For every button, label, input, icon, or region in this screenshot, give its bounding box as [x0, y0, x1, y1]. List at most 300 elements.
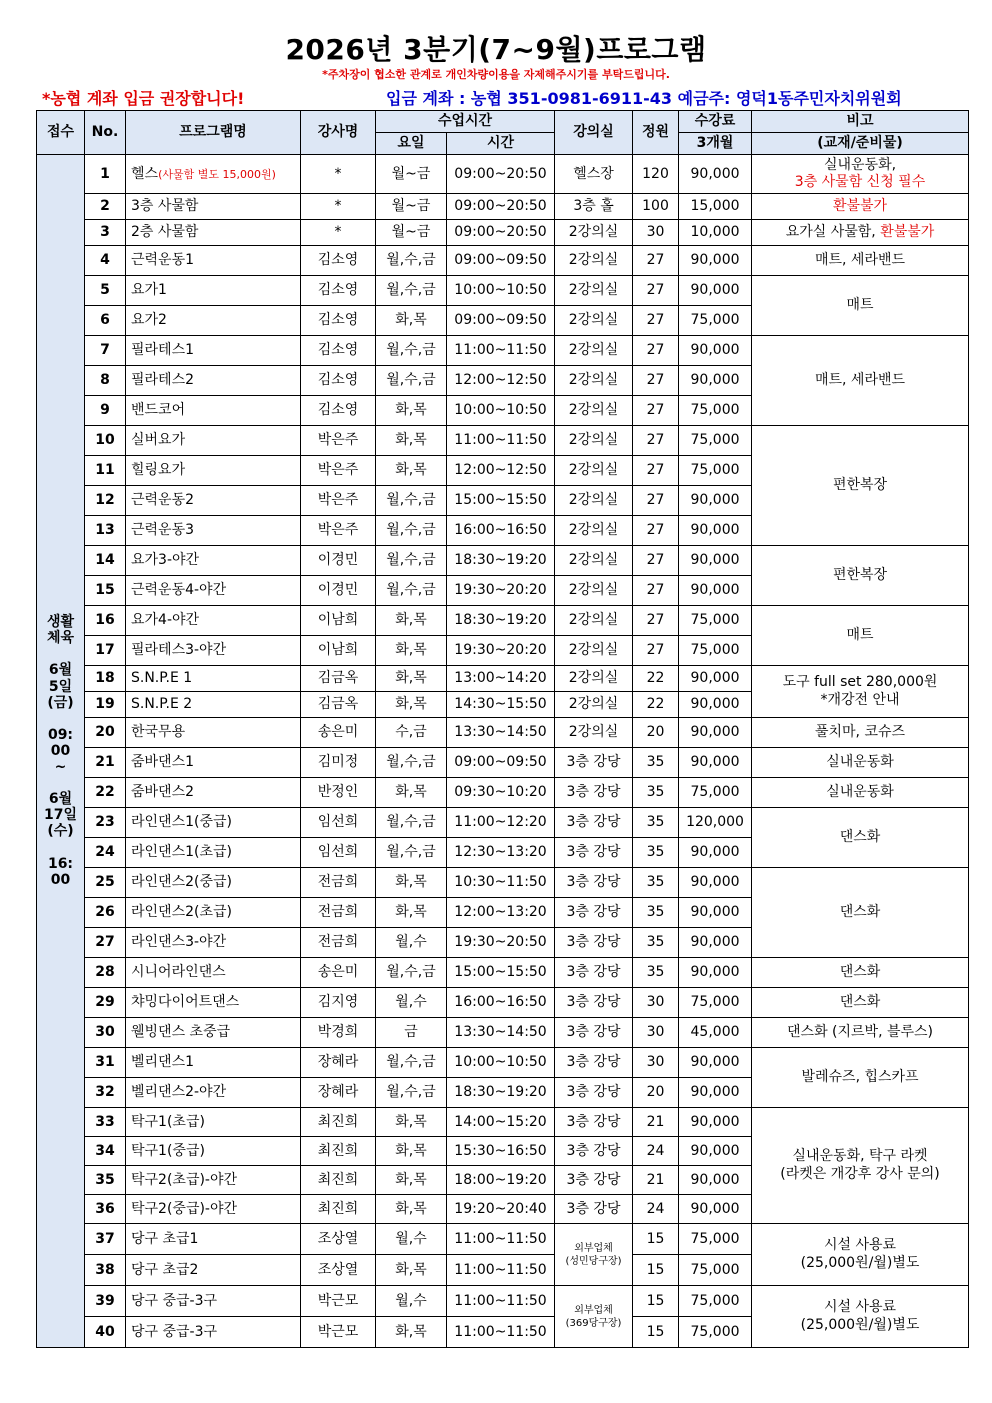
- bank-account-info: 입금 계좌 : 농협 351-0981-6911-43 예금주: 영덕1동주민자치위원회: [386, 89, 902, 108]
- cell-no: 14: [85, 546, 126, 576]
- header-class-time: 수업시간: [376, 111, 555, 133]
- cell-day: 화,목: [376, 1108, 447, 1137]
- cell-room: 2강의실: [555, 276, 633, 306]
- cell-no: 4: [85, 246, 126, 276]
- header-day: 요일: [376, 133, 447, 155]
- cell-capacity: 27: [633, 636, 679, 666]
- cell-instructor: 김금옥: [301, 692, 376, 718]
- cell-program: 줌바댄스1: [126, 748, 301, 778]
- cell-program: 당구 중급-3구: [126, 1317, 301, 1348]
- cell-time: 14:30~15:50: [447, 692, 555, 718]
- cell-program: 탁구2(중급)-야간: [126, 1195, 301, 1224]
- cell-fee: 75,000: [679, 1317, 752, 1348]
- registration-line: 체육: [46, 630, 75, 647]
- cell-program: 근력운동1: [126, 246, 301, 276]
- remark-text: 실내운동화: [826, 783, 894, 800]
- cell-program: 라인댄스1(중급): [126, 808, 301, 838]
- cell-remarks: [752, 426, 969, 546]
- cell-remarks: [752, 778, 969, 808]
- cell-no: 19: [85, 692, 126, 718]
- cell-capacity: 27: [633, 276, 679, 306]
- cell-program: 필라테스2: [126, 366, 301, 396]
- cell-instructor: 장혜라: [301, 1048, 376, 1078]
- cell-fee: 90,000: [679, 155, 752, 194]
- header-program: 프로그램명: [126, 111, 301, 155]
- cell-no: 2: [85, 194, 126, 220]
- cell-time: 19:30~20:50: [447, 928, 555, 958]
- remark-text: 요가실 사물함,: [785, 223, 881, 240]
- cell-day: 월,수,금: [376, 576, 447, 606]
- cell-capacity: 22: [633, 692, 679, 718]
- registration-line: (수): [47, 823, 74, 840]
- cell-fee: 75,000: [679, 1286, 752, 1317]
- cell-program: 한국무용: [126, 718, 301, 748]
- table-row: [37, 748, 969, 778]
- cell-day: 화,목: [376, 426, 447, 456]
- cell-no: 29: [85, 988, 126, 1018]
- cell-program: 웰빙댄스 초중급: [126, 1018, 301, 1048]
- cell-day: 월,수,금: [376, 748, 447, 778]
- cell-room: 3층 강당: [555, 1078, 633, 1108]
- cell-day: 화,목: [376, 898, 447, 928]
- cell-fee: 90,000: [679, 246, 752, 276]
- cell-day: 월~금: [376, 220, 447, 246]
- registration-line: 17일: [43, 807, 77, 824]
- cell-fee: 90,000: [679, 868, 752, 898]
- cell-room: 2강의실: [555, 456, 633, 486]
- cell-instructor: 조상열: [301, 1255, 376, 1286]
- cell-remarks: [752, 1018, 969, 1048]
- cell-capacity: 35: [633, 808, 679, 838]
- cell-instructor: 이남희: [301, 606, 376, 636]
- cell-time: 09:00~20:50: [447, 220, 555, 246]
- cell-room: [555, 1224, 633, 1286]
- cell-fee: 90,000: [679, 546, 752, 576]
- cell-day: 화,목: [376, 868, 447, 898]
- cell-room: 3층 강당: [555, 1048, 633, 1078]
- cell-instructor: 송은미: [301, 718, 376, 748]
- cell-instructor: 최진희: [301, 1195, 376, 1224]
- cell-time: 11:00~11:50: [447, 1224, 555, 1255]
- cell-program: 근력운동2: [126, 486, 301, 516]
- cell-capacity: 15: [633, 1224, 679, 1255]
- cell-day: 화,목: [376, 396, 447, 426]
- cell-capacity: 27: [633, 486, 679, 516]
- cell-program: 밴드코어: [126, 396, 301, 426]
- cell-room: 2강의실: [555, 246, 633, 276]
- table-row: [37, 666, 969, 692]
- cell-remarks: [752, 194, 969, 220]
- table-row: [37, 194, 969, 220]
- cell-day: 월,수,금: [376, 366, 447, 396]
- page-title: 2026년 3분기(7~9월)프로그램: [285, 33, 707, 66]
- header-remarks-sub: (교재/준비물): [752, 133, 969, 155]
- cell-fee: 75,000: [679, 396, 752, 426]
- cell-day: 월,수,금: [376, 336, 447, 366]
- cell-day: 화,목: [376, 666, 447, 692]
- bank-recommend-notice: *농협 계좌 입금 권장합니다!: [42, 89, 245, 108]
- table-row: [37, 1018, 969, 1048]
- cell-room: 2강의실: [555, 606, 633, 636]
- cell-room: 2강의실: [555, 336, 633, 366]
- cell-time: 12:00~12:50: [447, 366, 555, 396]
- cell-instructor: 임선희: [301, 838, 376, 868]
- cell-instructor: 전금희: [301, 928, 376, 958]
- cell-day: 화,목: [376, 1195, 447, 1224]
- cell-day: 화,목: [376, 1166, 447, 1195]
- cell-capacity: 21: [633, 1108, 679, 1137]
- cell-no: 11: [85, 456, 126, 486]
- cell-capacity: 35: [633, 778, 679, 808]
- cell-room: 3층 강당: [555, 1166, 633, 1195]
- cell-instructor: 임선희: [301, 808, 376, 838]
- cell-day: 월,수,금: [376, 1078, 447, 1108]
- cell-instructor: 박근모: [301, 1317, 376, 1348]
- cell-capacity: 35: [633, 838, 679, 868]
- registration-line: 6월: [48, 791, 73, 808]
- cell-fee: 90,000: [679, 1078, 752, 1108]
- cell-time: 14:00~15:20: [447, 1108, 555, 1137]
- cell-capacity: 35: [633, 928, 679, 958]
- registration-line: 16:: [47, 855, 74, 872]
- cell-instructor: 박은주: [301, 486, 376, 516]
- cell-no: 31: [85, 1048, 126, 1078]
- cell-remarks: [752, 958, 969, 988]
- cell-capacity: 15: [633, 1255, 679, 1286]
- remark-text: 편한복장: [832, 476, 888, 493]
- cell-capacity: 22: [633, 666, 679, 692]
- cell-no: 40: [85, 1317, 126, 1348]
- cell-time: 10:00~10:50: [447, 276, 555, 306]
- cell-instructor: 이경민: [301, 546, 376, 576]
- cell-remarks: [752, 606, 969, 666]
- cell-no: 7: [85, 336, 126, 366]
- cell-capacity: 20: [633, 718, 679, 748]
- room-line: (369당구장): [565, 1317, 622, 1329]
- cell-room: 2강의실: [555, 306, 633, 336]
- registration-line: 00: [50, 871, 71, 888]
- cell-room: 2강의실: [555, 486, 633, 516]
- remark-line: 실내운동화,: [823, 156, 897, 173]
- cell-fee: 75,000: [679, 426, 752, 456]
- cell-capacity: 35: [633, 898, 679, 928]
- cell-time: 16:00~16:50: [447, 516, 555, 546]
- cell-program: 요가1: [126, 276, 301, 306]
- cell-no: 38: [85, 1255, 126, 1286]
- cell-capacity: 35: [633, 958, 679, 988]
- cell-day: 화,목: [376, 1137, 447, 1166]
- cell-no: 9: [85, 396, 126, 426]
- cell-fee: 90,000: [679, 1137, 752, 1166]
- cell-day: 월,수,금: [376, 808, 447, 838]
- cell-instructor: 최진희: [301, 1166, 376, 1195]
- table-row: [37, 1108, 969, 1137]
- cell-fee: 15,000: [679, 194, 752, 220]
- cell-day: 화,목: [376, 1317, 447, 1348]
- table-row: [37, 155, 969, 194]
- cell-program: 힐링요가: [126, 456, 301, 486]
- cell-fee: 75,000: [679, 636, 752, 666]
- cell-program: 요가3-야간: [126, 546, 301, 576]
- cell-instructor: 김지영: [301, 988, 376, 1018]
- cell-capacity: 27: [633, 456, 679, 486]
- cell-no: 15: [85, 576, 126, 606]
- cell-instructor: 반정인: [301, 778, 376, 808]
- cell-time: 11:00~11:50: [447, 1255, 555, 1286]
- cell-instructor: 박은주: [301, 516, 376, 546]
- header-capacity: 정원: [633, 111, 679, 155]
- registration-line: 생활: [46, 614, 75, 631]
- cell-time: 11:00~11:50: [447, 1286, 555, 1317]
- cell-day: 월,수,금: [376, 1048, 447, 1078]
- cell-room: 2강의실: [555, 718, 633, 748]
- cell-time: 13:00~14:20: [447, 666, 555, 692]
- registration-line: 09:: [47, 726, 74, 743]
- remark-text: 매트: [846, 626, 874, 643]
- cell-program: 챠밍다이어트댄스: [126, 988, 301, 1018]
- remark-text: 편한복장: [832, 566, 888, 583]
- cell-no: 21: [85, 748, 126, 778]
- cell-instructor: 조상열: [301, 1224, 376, 1255]
- cell-program: 탁구1(초급): [126, 1108, 301, 1137]
- remark-text: 매트, 세라밴드: [814, 371, 906, 388]
- cell-instructor: *: [301, 155, 376, 194]
- cell-time: 09:00~09:50: [447, 246, 555, 276]
- remark-text: 댄스화: [839, 993, 881, 1010]
- cell-capacity: 15: [633, 1286, 679, 1317]
- table-row: [37, 778, 969, 808]
- cell-instructor: 박은주: [301, 426, 376, 456]
- cell-room: 3층 강당: [555, 838, 633, 868]
- cell-program: 라인댄스2(중급): [126, 868, 301, 898]
- cell-room: 3층 강당: [555, 1137, 633, 1166]
- registration-line: 00: [50, 742, 71, 759]
- cell-remarks: [752, 666, 969, 718]
- cell-room: 2강의실: [555, 366, 633, 396]
- cell-fee: 75,000: [679, 1255, 752, 1286]
- cell-time: 11:00~12:20: [447, 808, 555, 838]
- cell-program: 줌바댄스2: [126, 778, 301, 808]
- remark-line: 시설 사용료: [823, 1299, 897, 1315]
- remark-text: 매트, 세라밴드: [814, 251, 906, 268]
- cell-no: 5: [85, 276, 126, 306]
- cell-room: 3층 강당: [555, 1108, 633, 1137]
- cell-capacity: 20: [633, 1078, 679, 1108]
- cell-program: [126, 155, 301, 194]
- table-row: [37, 276, 969, 306]
- table-row: [37, 958, 969, 988]
- remark-text: 환불불가: [832, 197, 888, 214]
- cell-capacity: 21: [633, 1166, 679, 1195]
- cell-no: 24: [85, 838, 126, 868]
- cell-fee: 45,000: [679, 1018, 752, 1048]
- cell-instructor: 김소영: [301, 366, 376, 396]
- cell-program: 당구 초급1: [126, 1224, 301, 1255]
- cell-instructor: 김소영: [301, 396, 376, 426]
- cell-day: 월,수,금: [376, 486, 447, 516]
- cell-capacity: 35: [633, 748, 679, 778]
- remark-line: 도구 full set 280,000원: [782, 674, 938, 690]
- cell-program: 당구 초급2: [126, 1255, 301, 1286]
- cell-program: 2층 사물함: [126, 220, 301, 246]
- cell-no: 20: [85, 718, 126, 748]
- cell-time: 11:00~11:50: [447, 1317, 555, 1348]
- remark-line: (라켓은 개강후 강사 문의): [780, 1165, 940, 1182]
- cell-day: 월,수: [376, 1224, 447, 1255]
- cell-time: 11:00~11:50: [447, 336, 555, 366]
- room-line: 외부업체: [574, 1304, 613, 1316]
- cell-instructor: 전금희: [301, 898, 376, 928]
- cell-program: 라인댄스1(초급): [126, 838, 301, 868]
- cell-no: 26: [85, 898, 126, 928]
- cell-remarks: [752, 988, 969, 1018]
- cell-capacity: 30: [633, 988, 679, 1018]
- cell-program: 요가2: [126, 306, 301, 336]
- cell-room: 2강의실: [555, 546, 633, 576]
- cell-instructor: 박경희: [301, 1018, 376, 1048]
- cell-fee: 75,000: [679, 778, 752, 808]
- cell-fee: 90,000: [679, 666, 752, 692]
- cell-day: 금: [376, 1018, 447, 1048]
- cell-fee: 90,000: [679, 748, 752, 778]
- cell-room: 2강의실: [555, 220, 633, 246]
- cell-day: 화,목: [376, 1255, 447, 1286]
- cell-time: 10:30~11:50: [447, 868, 555, 898]
- cell-fee: 90,000: [679, 366, 752, 396]
- cell-room: 3층 강당: [555, 898, 633, 928]
- cell-day: 화,목: [376, 692, 447, 718]
- cell-room: 2강의실: [555, 692, 633, 718]
- cell-time: 11:00~11:50: [447, 426, 555, 456]
- cell-program: S.N.P.E 2: [126, 692, 301, 718]
- table-row: [37, 1286, 969, 1317]
- cell-remarks: [752, 1224, 969, 1286]
- cell-no: 13: [85, 516, 126, 546]
- cell-program: 필라테스1: [126, 336, 301, 366]
- cell-instructor: *: [301, 220, 376, 246]
- header-time: 시간: [447, 133, 555, 155]
- cell-instructor: 김미정: [301, 748, 376, 778]
- table-row: [37, 1048, 969, 1078]
- cell-program: 3층 사물함: [126, 194, 301, 220]
- cell-fee: 90,000: [679, 486, 752, 516]
- cell-capacity: 30: [633, 1018, 679, 1048]
- cell-day: 수,금: [376, 718, 447, 748]
- cell-instructor: 김소영: [301, 336, 376, 366]
- cell-remarks: [752, 718, 969, 748]
- remark-text: 환불불가: [880, 223, 935, 240]
- cell-time: 19:30~20:20: [447, 576, 555, 606]
- cell-no: 36: [85, 1195, 126, 1224]
- cell-room: 3층 강당: [555, 808, 633, 838]
- remark-line: 3층 사물함 신청 필수: [794, 174, 926, 190]
- cell-day: 월,수: [376, 1286, 447, 1317]
- cell-no: 17: [85, 636, 126, 666]
- cell-day: 월,수: [376, 928, 447, 958]
- header-no: No.: [85, 111, 126, 155]
- cell-fee: 120,000: [679, 808, 752, 838]
- cell-program: 라인댄스2(초급): [126, 898, 301, 928]
- cell-remarks: [752, 1048, 969, 1108]
- cell-room: 3층 강당: [555, 1018, 633, 1048]
- cell-time: 16:00~16:50: [447, 988, 555, 1018]
- cell-capacity: 27: [633, 516, 679, 546]
- cell-capacity: 100: [633, 194, 679, 220]
- cell-room: 2강의실: [555, 636, 633, 666]
- cell-time: 09:00~09:50: [447, 306, 555, 336]
- cell-program: 탁구2(초급)-야간: [126, 1166, 301, 1195]
- table-row: [37, 606, 969, 636]
- cell-room: 2강의실: [555, 666, 633, 692]
- table-row: [37, 220, 969, 246]
- cell-time: 19:30~20:20: [447, 636, 555, 666]
- cell-no: 1: [85, 155, 126, 194]
- registration-line: (금): [47, 694, 74, 711]
- cell-instructor: 이경민: [301, 576, 376, 606]
- cell-remarks: [752, 276, 969, 336]
- cell-fee: 90,000: [679, 718, 752, 748]
- cell-time: 12:30~13:20: [447, 838, 555, 868]
- cell-capacity: 35: [633, 868, 679, 898]
- program-note: (사물함 별도 15,000원): [158, 167, 276, 181]
- cell-time: 09:00~20:50: [447, 194, 555, 220]
- cell-time: 10:00~10:50: [447, 396, 555, 426]
- remark-text: 댄스화: [839, 963, 881, 980]
- cell-instructor: 최진희: [301, 1108, 376, 1137]
- cell-fee: 90,000: [679, 1108, 752, 1137]
- cell-time: 18:30~19:20: [447, 606, 555, 636]
- cell-no: 37: [85, 1224, 126, 1255]
- cell-remarks: [752, 155, 969, 194]
- cell-day: 화,목: [376, 778, 447, 808]
- cell-day: 월,수,금: [376, 546, 447, 576]
- cell-room: 헬스장: [555, 155, 633, 194]
- cell-day: 월~금: [376, 194, 447, 220]
- remark-line: (25,000원/월)별도: [800, 1254, 920, 1271]
- cell-capacity: 27: [633, 396, 679, 426]
- table-row: [37, 546, 969, 576]
- cell-fee: 75,000: [679, 606, 752, 636]
- cell-fee: 90,000: [679, 576, 752, 606]
- remark-line: *개강전 안내: [820, 691, 900, 708]
- cell-time: 09:00~09:50: [447, 748, 555, 778]
- cell-fee: 90,000: [679, 1048, 752, 1078]
- cell-room: [555, 1286, 633, 1348]
- cell-fee: 90,000: [679, 1166, 752, 1195]
- cell-program: 요가4-야간: [126, 606, 301, 636]
- cell-fee: 90,000: [679, 692, 752, 718]
- remark-line: (25,000원/월)별도: [800, 1316, 920, 1333]
- cell-capacity: 30: [633, 1048, 679, 1078]
- cell-no: 30: [85, 1018, 126, 1048]
- program-name: 헬스: [131, 165, 159, 182]
- remark-text: 매트: [846, 296, 874, 313]
- cell-capacity: 27: [633, 426, 679, 456]
- cell-capacity: 27: [633, 336, 679, 366]
- cell-remarks: [752, 868, 969, 958]
- cell-capacity: 27: [633, 246, 679, 276]
- cell-fee: 90,000: [679, 516, 752, 546]
- cell-instructor: 김소영: [301, 246, 376, 276]
- cell-no: 32: [85, 1078, 126, 1108]
- cell-day: 화,목: [376, 606, 447, 636]
- cell-day: 월,수: [376, 988, 447, 1018]
- cell-time: 09:30~10:20: [447, 778, 555, 808]
- remark-line: 실내운동화, 탁구 라켓: [792, 1148, 928, 1164]
- cell-time: 18:30~19:20: [447, 546, 555, 576]
- cell-no: 33: [85, 1108, 126, 1137]
- cell-day: 월,수,금: [376, 838, 447, 868]
